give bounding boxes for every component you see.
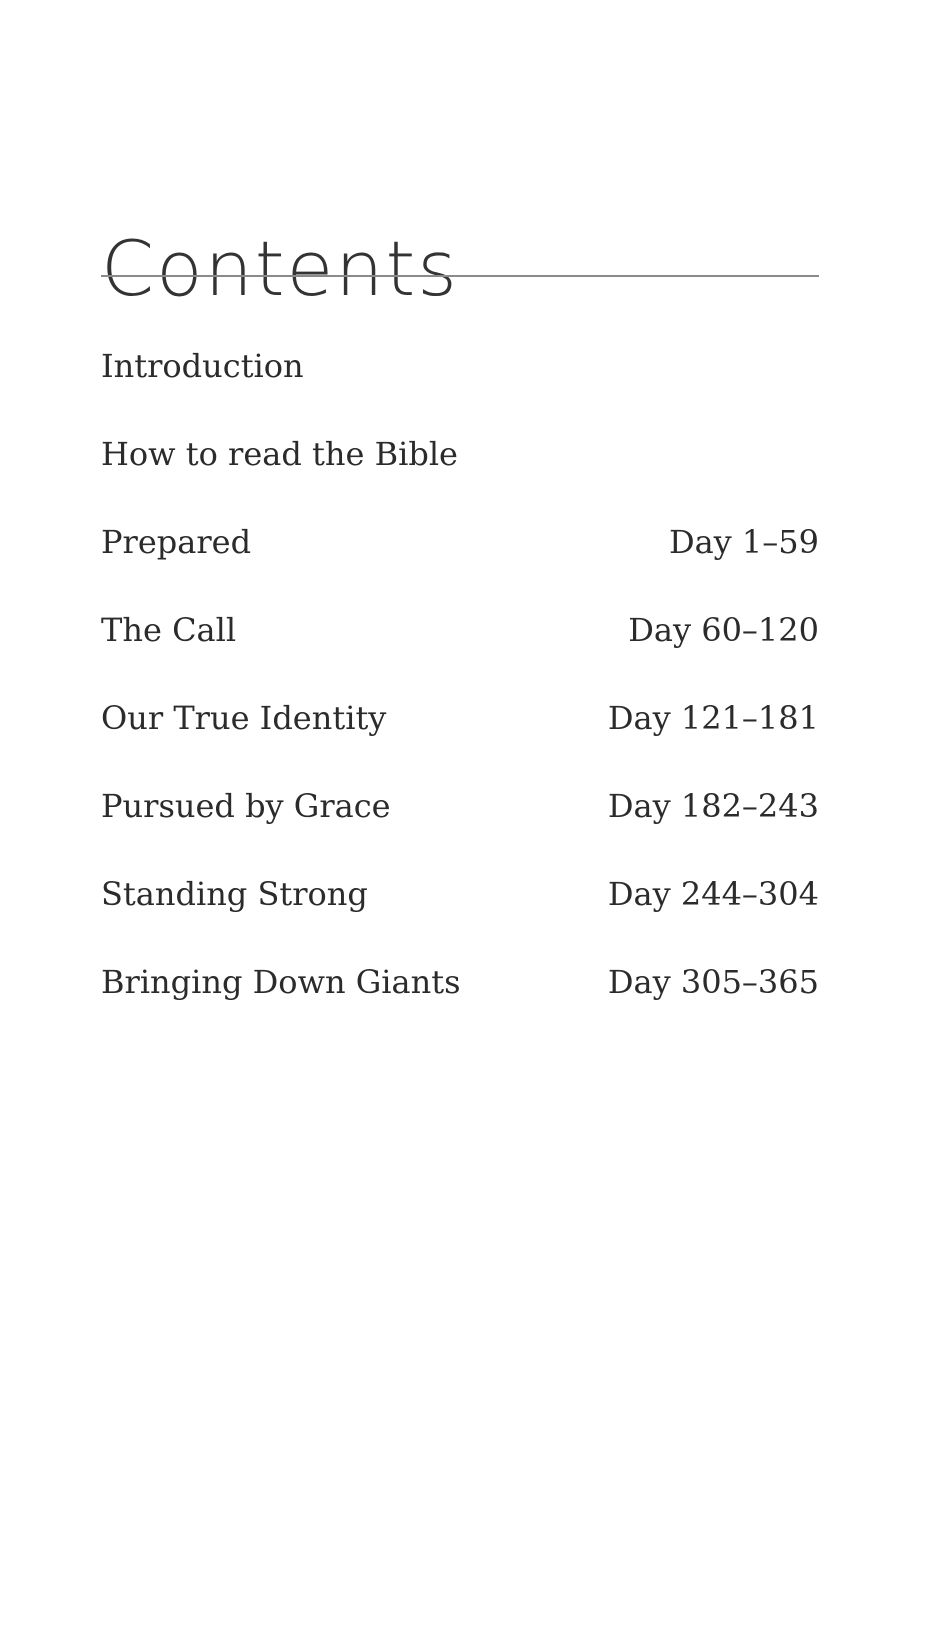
toc-entry-label: Pursued by Grace	[101, 787, 391, 825]
toc-entry-range: Day 121–181	[607, 699, 819, 737]
toc-entry-bringing-down-giants[interactable]	[101, 963, 819, 1054]
toc-entry-label: Our True Identity	[101, 699, 387, 737]
toc-entry-label: How to read the Bible	[101, 435, 458, 473]
toc-entry-range: Day 182–243	[607, 787, 819, 825]
title-divider	[101, 275, 819, 277]
toc-entry-how-to-read[interactable]	[101, 435, 819, 526]
toc-entry-our-true-identity[interactable]	[101, 699, 819, 790]
toc-entry-range: Day 244–304	[607, 875, 819, 913]
toc-entry-label: Standing Strong	[101, 875, 368, 913]
toc-entry-prepared[interactable]	[101, 523, 819, 614]
toc-entry-range: Day 305–365	[607, 963, 819, 1001]
toc-entry-standing-strong[interactable]	[101, 875, 819, 966]
toc-entry-range: Day 1–59	[668, 523, 819, 561]
toc-entry-label: Introduction	[101, 347, 304, 385]
toc-entry-label: Bringing Down Giants	[101, 963, 461, 1001]
toc-entry-label: The Call	[101, 611, 237, 649]
toc-entry-pursued-by-grace[interactable]	[101, 787, 819, 878]
toc-entry-the-call[interactable]	[101, 611, 819, 702]
page-title: Contents	[101, 223, 459, 313]
toc-entry-range: Day 60–120	[628, 611, 819, 649]
toc-entry-label: Prepared	[101, 523, 252, 561]
toc-entry-introduction[interactable]	[101, 347, 819, 438]
table-of-contents	[101, 347, 819, 1054]
